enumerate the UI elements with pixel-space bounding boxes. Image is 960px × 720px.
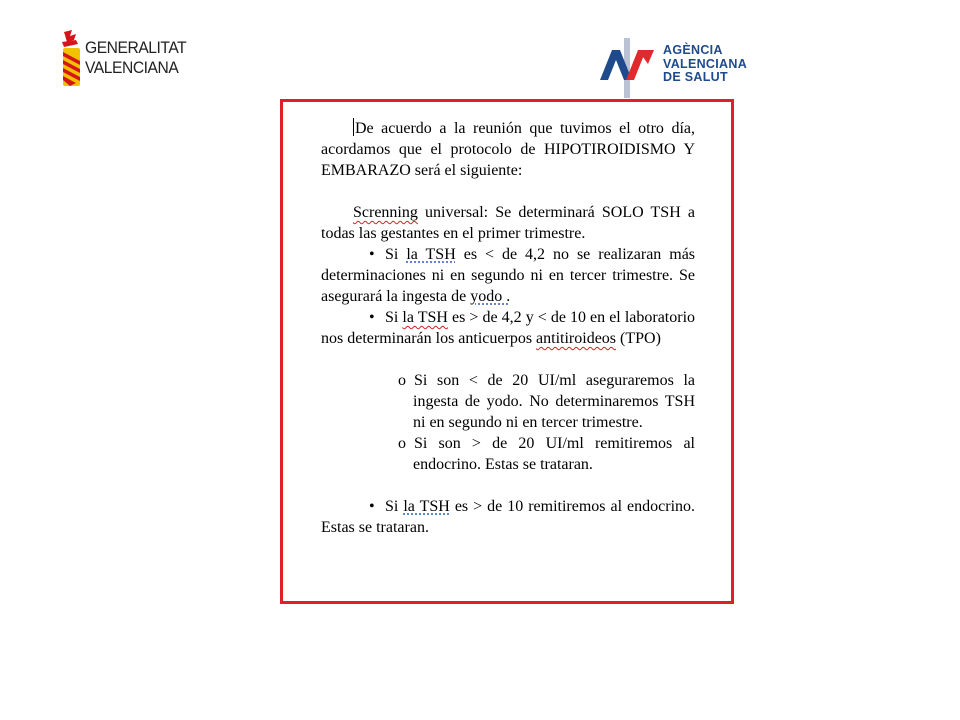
circle-bullet-icon: o [398, 372, 406, 389]
gv-line2: VALENCIANA [85, 58, 179, 77]
sub-bullet-tpo-low: o Si son < de 20 UI/ml aseguraremos la ingesta de yodo. No determinaremos TSH ni en segundo ni en tercer trimestre. [398, 372, 695, 431]
bullet-icon: • [369, 309, 375, 326]
text-cursor [353, 118, 354, 136]
generalitat-valenciana-logo [58, 30, 187, 88]
bullet-tsh-high: • Si la TSH es > de 10 remitiremos al endocrino. Estas se trataran. [321, 498, 696, 536]
gv-line1: GENERALITAT [85, 38, 187, 57]
document-frame [280, 99, 734, 604]
screening-paragraph [321, 202, 695, 244]
screening-text: universal: Se determinará SOLO TSH a todas las gestantes en el primer trimestre. [321, 204, 695, 242]
senyera-emblem-icon [58, 30, 84, 88]
avs-line1: AGÈNCIA [663, 43, 723, 57]
sub-bullet-tpo-high: o Si son > de 20 UI/ml remitiremos al endocrino. Estas se trataran. [398, 435, 695, 473]
bullet-icon: • [369, 498, 375, 515]
avs-line3: DE SALUT [663, 70, 728, 84]
avs-line2: VALENCIANA [663, 56, 748, 71]
bullet-icon: • [369, 246, 375, 263]
agencia-valenciana-salut-logo [598, 38, 773, 98]
screening-label: Screnning [353, 204, 418, 221]
bullet-tsh-mid: • Si la TSH es > de 4,2 y < de 10 en el laboratorio nos determinarán los anticuerpos antitiroideos (TPO) [321, 309, 696, 347]
bullet-tsh-low: • Si la TSH es < de 4,2 no se realizaran más determinaciones ni en segundo ni en tercer trimestre. Se asegurará la ingesta de yodo . [321, 246, 696, 305]
intro-paragraph: De acuerdo a la reunión que tuvimos el otro día, acordamos que el protocolo de HIPOTIROIDISMO Y EMBARAZO será el siguiente: [321, 120, 695, 179]
avs-emblem-icon [598, 38, 658, 98]
circle-bullet-icon: o [398, 435, 406, 452]
document-page [321, 118, 695, 538]
